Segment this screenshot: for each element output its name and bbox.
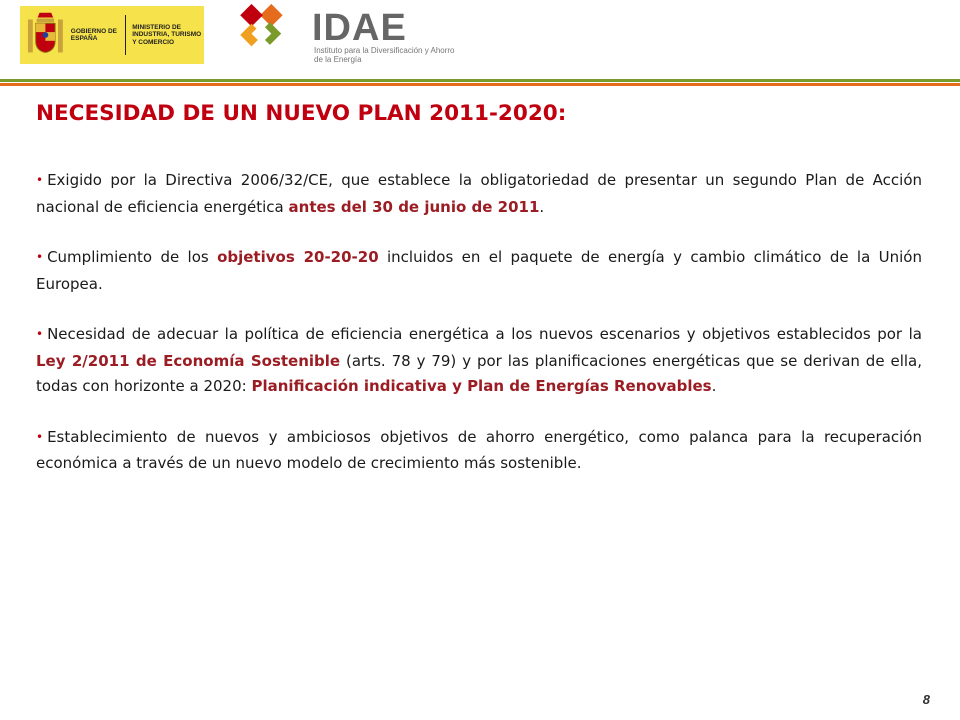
bullet-icon: •: [36, 173, 44, 187]
ministry-label: MINISTERIO DE INDUSTRIA, TURISMO Y COMERCIO: [132, 23, 202, 46]
logo-divider: [125, 15, 126, 55]
bullet-highlight: Planificación indicativa y Plan de Energías Renovables: [251, 377, 712, 395]
bullet-highlight: Ley 2/2011 de Economía Sostenible: [36, 351, 341, 370]
bullet-text: .: [711, 377, 717, 395]
bullet-list: [36, 168, 922, 477]
idae-logo-icon: [218, 4, 302, 66]
bullet-text: Cumplimiento de los: [47, 248, 218, 266]
slide-header: [0, 0, 960, 72]
bullet-highlight: antes del 30 de junio de 2011: [288, 197, 540, 216]
idae-subtitle: Instituto para la Diversificación y Ahorro de la Energía: [314, 46, 455, 64]
idae-wordmark: IDAE: [312, 7, 407, 49]
bullet-icon: •: [36, 429, 44, 444]
bullet-text: .: [539, 197, 545, 216]
list-item: [36, 245, 922, 297]
bullet-text: Exigido por la Directiva 2006/32/CE, que establece la obligatoriedad de presentar un segundo Plan de Acción nacional de eficiencia energética: [36, 171, 922, 216]
header-rule-green: [0, 79, 960, 82]
bullet-text: Establecimiento de nuevos y ambiciosos objetivos de ahorro energético, como palanca para la recuperación económica a través de un nuevo modelo de crecimiento más sostenible.: [36, 427, 922, 472]
spain-coat-of-arms-icon: [26, 11, 65, 59]
page-number: 8: [922, 692, 930, 707]
government-label: GOBIERNO DE ESPAÑA: [70, 27, 118, 42]
bullet-highlight: objetivos 20-20-20: [217, 248, 379, 266]
bullet-text: (arts. 78 y 79) y por las planificaciones energéticas que se derivan de ella, todas con horizonte a 2020:: [36, 351, 922, 395]
bullet-text: Necesidad de adecuar la política de eficiencia energética a los nuevos escenarios y objetivos establecidos por la: [47, 325, 922, 343]
list-item: [36, 425, 922, 477]
list-item: [36, 168, 922, 220]
bullet-icon: •: [36, 250, 44, 264]
government-ministry-logo: [20, 6, 204, 64]
header-rule-orange: [0, 83, 960, 86]
slide-title: NECESIDAD DE UN NUEVO PLAN 2011-2020:: [36, 101, 567, 126]
bullet-text: incluidos en el paquete de energía y cambio climático de la Unión Europea.: [36, 248, 922, 293]
list-item: [36, 322, 922, 400]
bullet-icon: •: [36, 327, 44, 341]
